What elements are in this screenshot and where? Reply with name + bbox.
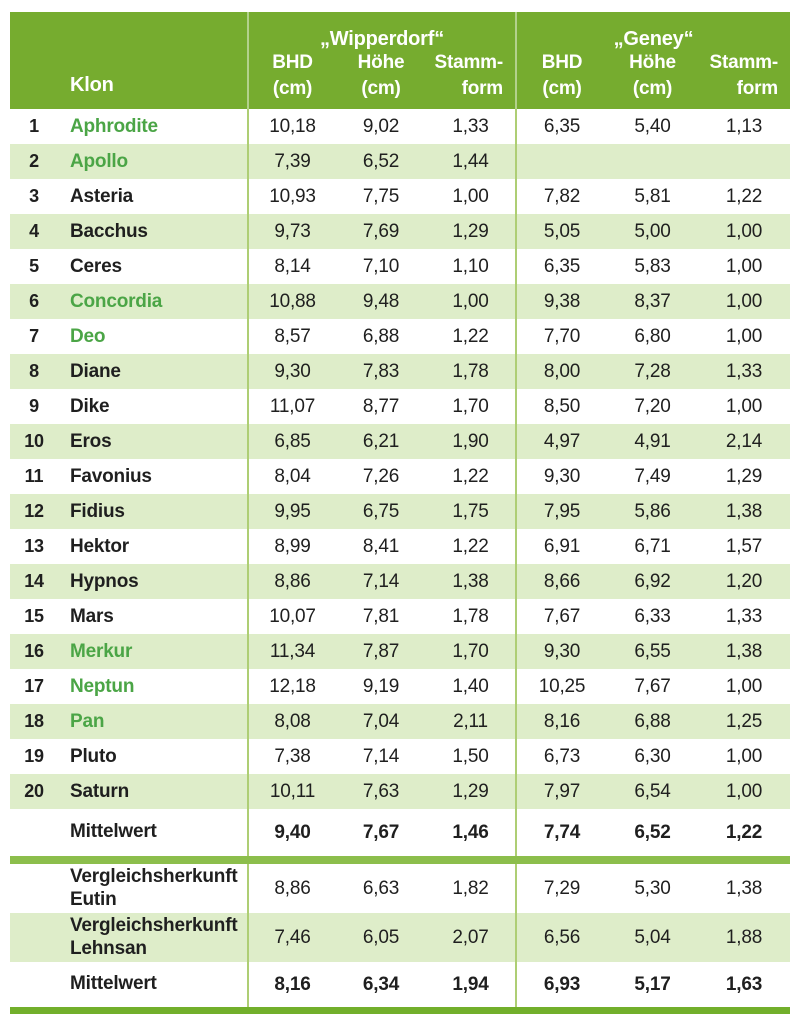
value-cell: 2,07	[452, 926, 489, 948]
value-cell: 1,57	[725, 535, 763, 557]
clone-name: Deo	[70, 325, 106, 347]
summary-row	[10, 962, 790, 1007]
value-cell: 6,71	[634, 535, 671, 557]
value-cell: 6,73	[515, 739, 607, 774]
value-cell: 1,75	[452, 500, 489, 522]
summary-row	[10, 864, 790, 913]
row-number: 9	[29, 396, 39, 416]
row-number: 8	[29, 361, 39, 381]
value-cell: 7,14	[362, 745, 400, 767]
value-cell: 4,97	[515, 424, 607, 459]
row-number: 18	[24, 711, 44, 731]
value-cell: 7,20	[634, 395, 671, 417]
value-cell: 1,00	[452, 185, 489, 207]
value-cell: 8,86	[247, 564, 336, 599]
row-number: 20	[24, 781, 44, 801]
value-cell: 6,56	[515, 913, 607, 962]
clone-name: Pan	[70, 710, 105, 732]
value-cell: 6,21	[362, 430, 400, 452]
clone-name: Saturn	[70, 780, 129, 802]
value-cell: 9,95	[247, 494, 336, 529]
row-number: 6	[29, 291, 39, 311]
value-cell: 8,41	[362, 535, 400, 557]
value-cell: 8,86	[247, 864, 336, 913]
value-cell: 2,14	[725, 430, 763, 452]
value-cell: 9,40	[247, 809, 336, 856]
value-cell: 8,77	[362, 395, 400, 417]
value-cell: 1,82	[452, 877, 489, 899]
value-cell: 7,38	[247, 739, 336, 774]
value-cell: 6,30	[634, 745, 671, 767]
table-row	[10, 669, 790, 704]
clone-name: Favonius	[70, 465, 152, 487]
value-cell: 1,38	[725, 500, 763, 522]
value-cell: 7,70	[515, 319, 607, 354]
value-cell: 7,81	[362, 605, 400, 627]
table-row	[10, 599, 790, 634]
summary-row	[10, 913, 790, 962]
row-number: 13	[24, 536, 44, 556]
value-cell: 8,00	[515, 354, 607, 389]
table-header	[10, 12, 790, 109]
table-row	[10, 284, 790, 319]
table-row	[10, 494, 790, 529]
table-row	[10, 144, 790, 179]
header-line: (cm)	[361, 77, 401, 99]
value-cell: 1,00	[725, 220, 763, 242]
table-row	[10, 459, 790, 494]
value-cell: 7,75	[362, 185, 400, 207]
column-group-geney: „Geney“	[515, 12, 790, 56]
clone-name: Ceres	[70, 255, 122, 277]
header-line: Höhe	[357, 51, 405, 73]
column-header-stammform-geney	[698, 51, 790, 109]
value-cell: 8,57	[247, 319, 336, 354]
column-header-bhd-wipperdorf	[247, 51, 336, 109]
value-cell: 5,86	[634, 500, 671, 522]
value-cell: 5,17	[634, 973, 671, 995]
value-cell: 6,35	[515, 109, 607, 144]
value-cell: 7,74	[515, 809, 607, 856]
value-cell: 10,88	[247, 284, 336, 319]
value-cell: 1,25	[725, 710, 763, 732]
value-cell: 6,92	[634, 570, 671, 592]
value-cell: 9,30	[515, 459, 607, 494]
row-number: 12	[24, 501, 44, 521]
value-cell: 9,02	[362, 115, 400, 137]
value-cell: 1,20	[725, 570, 763, 592]
row-number: 3	[29, 186, 39, 206]
value-cell: 1,00	[725, 255, 763, 277]
value-cell: 1,22	[725, 185, 763, 207]
value-cell: 10,11	[247, 774, 336, 809]
column-header-hoehe-geney	[607, 51, 698, 109]
header-line: BHD	[272, 51, 313, 73]
value-cell: 6,34	[362, 973, 400, 995]
table-row	[10, 739, 790, 774]
value-cell: 1,29	[452, 780, 489, 802]
value-cell: 7,87	[362, 640, 400, 662]
value-cell: 7,63	[362, 780, 400, 802]
value-cell: 6,63	[362, 877, 400, 899]
summary-section-bottom	[10, 864, 790, 1007]
value-cell: 1,00	[725, 395, 763, 417]
clone-name: Hektor	[70, 535, 129, 557]
value-cell: 1,38	[452, 570, 489, 592]
value-cell: 5,30	[634, 877, 671, 899]
header-line: Stamm-	[709, 51, 778, 73]
clone-name: Apollo	[70, 150, 128, 172]
value-cell: 6,91	[515, 529, 607, 564]
value-cell: 7,83	[362, 360, 400, 382]
clone-name: Hypnos	[70, 570, 139, 592]
value-cell: 2,11	[453, 710, 488, 732]
value-cell: 1,88	[725, 926, 763, 948]
clone-results-table	[10, 12, 790, 1014]
value-cell: 8,08	[247, 704, 336, 739]
column-header-hoehe-wipperdorf	[336, 51, 426, 109]
value-cell: 6,80	[634, 325, 671, 347]
value-cell: 6,35	[515, 249, 607, 284]
summary-section-top	[10, 809, 790, 856]
table-row	[10, 179, 790, 214]
value-cell: 1,40	[452, 675, 489, 697]
table-row	[10, 634, 790, 669]
table-row	[10, 249, 790, 284]
clone-name: Diane	[70, 360, 121, 382]
row-number: 4	[29, 221, 39, 241]
value-cell: 4,91	[634, 430, 671, 452]
summary-label: Mittelwert	[70, 821, 157, 843]
value-cell: 8,50	[515, 389, 607, 424]
header-line: form	[736, 77, 778, 99]
value-cell: 7,29	[515, 864, 607, 913]
row-number: 10	[24, 431, 44, 451]
value-cell: 6,93	[515, 962, 607, 1007]
value-cell: 6,52	[362, 150, 400, 172]
value-cell: 10,07	[247, 599, 336, 634]
value-cell: 7,97	[515, 774, 607, 809]
table-row	[10, 319, 790, 354]
table-row	[10, 424, 790, 459]
value-cell: 1,00	[725, 675, 763, 697]
value-cell: 5,83	[634, 255, 671, 277]
value-cell: 7,69	[362, 220, 400, 242]
row-number: 2	[29, 151, 39, 171]
value-cell: 10,25	[515, 669, 607, 704]
clone-name: Mars	[70, 605, 114, 627]
value-cell: 1,63	[725, 973, 763, 995]
value-cell	[607, 144, 698, 179]
value-cell: 7,04	[362, 710, 400, 732]
value-cell: 7,67	[634, 675, 671, 697]
value-cell: 6,54	[634, 780, 671, 802]
value-cell: 8,99	[247, 529, 336, 564]
value-cell: 1,10	[452, 255, 489, 277]
column-header-bhd-geney	[515, 51, 607, 109]
value-cell: 5,40	[634, 115, 671, 137]
value-cell: 1,70	[452, 395, 489, 417]
value-cell: 8,14	[247, 249, 336, 284]
value-cell: 1,00	[725, 325, 763, 347]
value-cell: 9,30	[247, 354, 336, 389]
header-line: form	[461, 77, 503, 99]
summary-label: Vergleichsherkunft Eutin	[70, 865, 238, 910]
clone-name: Eros	[70, 430, 112, 452]
value-cell: 12,18	[247, 669, 336, 704]
value-cell: 8,37	[634, 290, 671, 312]
value-cell: 1,33	[725, 605, 763, 627]
clone-name: Aphrodite	[70, 115, 158, 137]
value-cell: 6,88	[362, 325, 400, 347]
value-cell: 8,16	[515, 704, 607, 739]
clone-name: Concordia	[70, 290, 163, 312]
summary-label: Vergleichsherkunft Lehnsan	[70, 914, 238, 959]
table-row	[10, 109, 790, 144]
value-cell: 1,90	[452, 430, 489, 452]
value-cell: 1,78	[452, 605, 489, 627]
value-cell: 1,33	[725, 360, 763, 382]
header-line: (cm)	[272, 77, 313, 99]
summary-row	[10, 809, 790, 856]
value-cell: 7,67	[362, 821, 400, 843]
value-cell: 1,70	[452, 640, 489, 662]
value-cell: 7,67	[515, 599, 607, 634]
value-cell: 1,00	[725, 745, 763, 767]
value-cell: 1,22	[725, 821, 763, 843]
value-cell: 1,00	[725, 290, 763, 312]
value-cell: 5,04	[634, 926, 671, 948]
row-number: 19	[24, 746, 44, 766]
value-cell: 1,29	[725, 465, 763, 487]
row-number: 17	[24, 676, 44, 696]
column-header-klon: Klon	[70, 74, 114, 96]
table-row	[10, 564, 790, 599]
value-cell: 7,28	[634, 360, 671, 382]
value-cell: 8,04	[247, 459, 336, 494]
value-cell: 8,66	[515, 564, 607, 599]
header-line: Höhe	[629, 51, 676, 73]
header-line: Stamm-	[434, 51, 503, 73]
value-cell: 11,34	[247, 634, 336, 669]
table-row	[10, 529, 790, 564]
table-body	[10, 109, 790, 809]
value-cell: 6,05	[362, 926, 400, 948]
row-number: 5	[29, 256, 39, 276]
section-divider	[10, 856, 790, 864]
value-cell: 6,88	[634, 710, 671, 732]
clone-name: Merkur	[70, 640, 133, 662]
value-cell: 1,78	[452, 360, 489, 382]
table-row	[10, 704, 790, 739]
table-row	[10, 774, 790, 809]
value-cell: 9,73	[247, 214, 336, 249]
value-cell: 9,19	[362, 675, 400, 697]
header-line: (cm)	[632, 77, 673, 99]
value-cell: 6,52	[634, 821, 671, 843]
value-cell: 1,38	[725, 640, 763, 662]
value-cell	[698, 144, 790, 179]
value-cell: 5,00	[634, 220, 671, 242]
table-row	[10, 214, 790, 249]
value-cell: 1,33	[452, 115, 489, 137]
row-number: 11	[24, 466, 44, 486]
value-cell: 11,07	[247, 389, 336, 424]
value-cell: 1,38	[725, 877, 763, 899]
value-cell: 10,18	[247, 109, 336, 144]
row-number: 1	[29, 116, 39, 136]
table-row	[10, 389, 790, 424]
value-cell: 5,81	[634, 185, 671, 207]
column-group-wipperdorf: „Wipperdorf“	[247, 12, 515, 56]
header-line: (cm)	[542, 77, 582, 99]
value-cell: 10,93	[247, 179, 336, 214]
clone-name: Fidius	[70, 500, 125, 522]
value-cell: 1,44	[452, 150, 489, 172]
clone-name: Asteria	[70, 185, 134, 207]
value-cell: 5,05	[515, 214, 607, 249]
value-cell: 6,33	[634, 605, 671, 627]
value-cell: 1,22	[452, 535, 489, 557]
row-number: 14	[24, 571, 44, 591]
clone-name: Pluto	[70, 745, 117, 767]
clone-name: Bacchus	[70, 220, 148, 242]
clone-name: Neptun	[70, 675, 135, 697]
value-cell: 1,29	[452, 220, 489, 242]
value-cell: 1,22	[452, 325, 489, 347]
value-cell: 9,48	[362, 290, 400, 312]
value-cell: 7,95	[515, 494, 607, 529]
value-cell: 7,82	[515, 179, 607, 214]
value-cell: 9,30	[515, 634, 607, 669]
value-cell: 6,75	[362, 500, 400, 522]
value-cell: 1,13	[725, 115, 763, 137]
value-cell	[515, 144, 607, 179]
value-cell: 1,00	[452, 290, 489, 312]
value-cell: 1,50	[452, 745, 489, 767]
value-cell: 7,49	[634, 465, 671, 487]
value-cell: 1,00	[725, 780, 763, 802]
value-cell: 7,46	[247, 913, 336, 962]
table-bottom-border	[10, 1007, 790, 1014]
value-cell: 1,46	[452, 821, 489, 843]
value-cell: 7,14	[362, 570, 400, 592]
row-number: 16	[24, 641, 44, 661]
row-number: 15	[24, 606, 44, 626]
value-cell: 7,26	[362, 465, 400, 487]
clone-name: Dike	[70, 395, 110, 417]
row-number: 7	[29, 326, 39, 346]
value-cell: 7,10	[362, 255, 400, 277]
value-cell: 7,39	[247, 144, 336, 179]
table-row	[10, 354, 790, 389]
summary-label: Mittelwert	[70, 973, 157, 995]
value-cell: 8,16	[247, 962, 336, 1007]
header-line: BHD	[541, 51, 583, 73]
value-cell: 6,85	[247, 424, 336, 459]
value-cell: 1,94	[452, 973, 489, 995]
column-header-stammform-wipperdorf	[426, 51, 515, 109]
value-cell: 1,22	[452, 465, 489, 487]
value-cell: 9,38	[515, 284, 607, 319]
value-cell: 6,55	[634, 640, 671, 662]
